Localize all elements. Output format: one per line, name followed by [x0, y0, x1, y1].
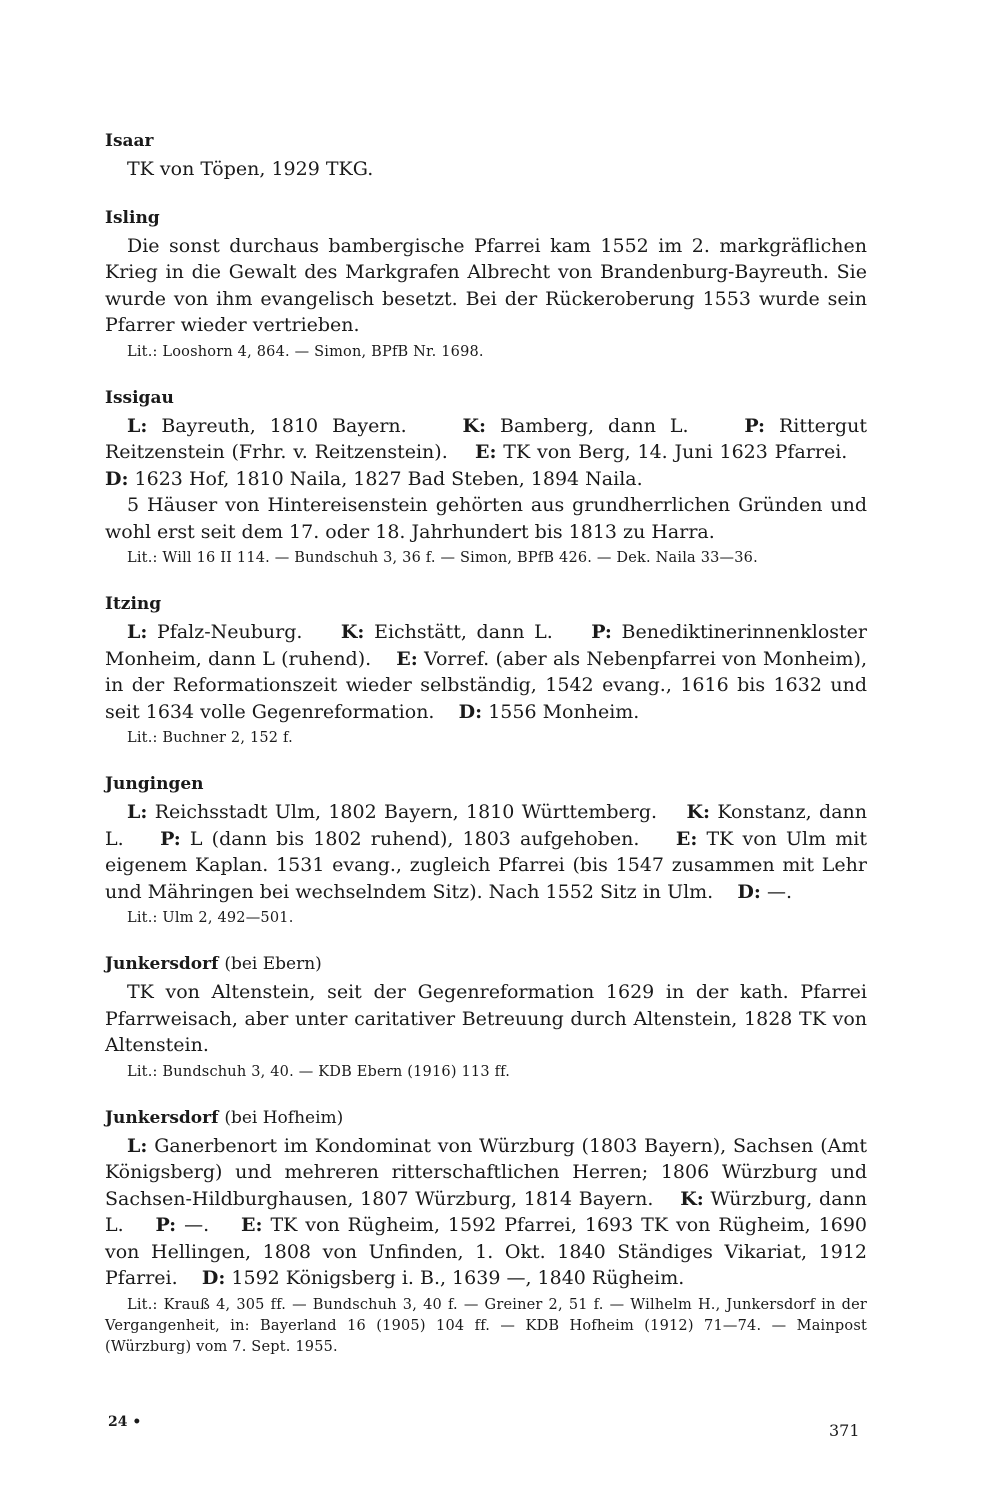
label-k: K: [462, 414, 487, 437]
entry-text: TK von Töpen, 1929 TKG. [127, 158, 374, 180]
label-p: P: [155, 1214, 177, 1236]
literature-note: Lit.: Buchner 2, 152 f. [127, 730, 293, 746]
entry-heading: Isling [105, 207, 160, 228]
entry-jungingen [105, 771, 867, 929]
label-d: D: [458, 700, 483, 723]
value-k: Konstanz, dann L. [105, 801, 867, 850]
value-k: Eichstätt, dann L. [374, 621, 553, 643]
entry-text [105, 413, 867, 493]
value-e: Vorref. (aber als Nebenpfarrei von Monheim), in der Reformationszeit wieder selbständig, 1542 evang., 1616 bis 1632 und seit 1634 volle Gegenreformation. [105, 647, 867, 723]
label-l: L: [127, 414, 148, 437]
label-l: L: [127, 621, 148, 643]
value-e: TK von Ulm mit eigenem Kaplan. 1531 evang., zugleich Pfarrei (bis 1547 zusammen mit Lehr und Mähringen bei wechselndem Sitz). Nach 1552 Sitz in Ulm. [105, 827, 867, 903]
entry-junkersdorf-ebern [105, 951, 867, 1083]
label-d: D: [105, 467, 129, 490]
entry-text: TK von Altenstein, seit der Gegenreformation 1629 in der kath. Pfarrei Pfarrweisach, aber unter caritativer Betreuung durch Altenstein, 1828 TK von Altenstein. [105, 981, 867, 1056]
literature-note: Lit.: Will 16 II 114. — Bundschuh 3, 36 f. — Simon, BPfB 426. — Dek. Naila 33—36. [127, 550, 758, 566]
value-p: Benediktinerinnenkloster Monheim, dann L (ruhend). [105, 621, 867, 670]
value-d: 1623 Hof, 1810 Naila, 1827 Bad Steben, 1894 Naila. [134, 467, 643, 490]
entry-heading [105, 951, 867, 977]
value-p: Rittergut Reitzenstein (Frhr. v. Reitzenstein). [105, 414, 867, 463]
value-k: Bamberg, dann L. [500, 414, 689, 437]
entry-isaar [105, 128, 867, 183]
value-e: TK von Rügheim, 1592 Pfarrei, 1693 TK von Rügheim, 1690 von Hellingen, 1808 von Unfinden, 1. Okt. 1840 Ständiges Vikariat, 1912 Pfarrei. [105, 1214, 868, 1289]
value-d: —. [766, 880, 792, 903]
value-d: 1556 Monheim. [488, 700, 640, 723]
value-l: Reichsstadt Ulm, 1802 Bayern, 1810 Württemberg. [154, 801, 658, 823]
label-e: E: [396, 647, 418, 670]
document-page [105, 128, 867, 1380]
entry-heading: Issigau [105, 387, 174, 408]
label-k: K: [686, 801, 710, 823]
literature-note: Lit.: Bundschuh 3, 40. — KDB Ebern (1916) 113 ff. [127, 1063, 511, 1080]
label-e: E: [474, 441, 497, 463]
entry-heading [105, 1105, 867, 1131]
page-number: 371 [829, 1421, 860, 1440]
label-l: L: [127, 1134, 148, 1157]
entry-issigau [105, 385, 867, 570]
entry-itzing [105, 591, 867, 749]
entry-heading-note: (bei Hofheim) [224, 1107, 344, 1128]
label-k: K: [340, 621, 365, 643]
label-d: D: [201, 1267, 226, 1289]
value-l: Pfalz-Neuburg. [157, 621, 303, 643]
entry-heading: Itzing [105, 594, 162, 614]
label-p: P: [744, 414, 765, 437]
entry-heading-note: (bei Ebern) [224, 954, 322, 974]
label-p: P: [591, 621, 612, 643]
label-k: K: [680, 1187, 704, 1210]
value-l: Ganerbenort im Kondominat von Würzburg (1803 Bayern), Sachsen (Amt Königsberg) und mehreren ritterschaftlichen Herren; 1806 Würzburg und Sachsen-Hildburghausen, 1807 Würzburg, 1814 Bayern. [105, 1134, 867, 1210]
entry-heading: Isaar [105, 131, 154, 151]
entry-text [105, 1133, 867, 1292]
label-d: D: [737, 880, 761, 903]
entry-heading-name: Junkersdorf [105, 1107, 219, 1128]
entry-heading-name: Junkersdorf [105, 954, 219, 974]
value-p: L (dann bis 1802 ruhend), 1803 aufgehoben. [189, 827, 640, 850]
entry-isling [105, 205, 867, 363]
entry-text [105, 619, 867, 725]
label-e: E: [241, 1214, 263, 1236]
value-d: 1592 Königsberg i. B., 1639 —, 1840 Rügheim. [231, 1267, 685, 1289]
literature-note: Lit.: Krauß 4, 305 ff. — Bundschuh 3, 40 f. — Greiner 2, 51 f. — Wilhelm H., Junkersdorf in der Vergangenheit, in: Bayerland 16 (1905) 104 ff. — KDB Hofheim (1912) 71—74. — Mainpost (Würzburg) vom 7. Sept. 1955. [105, 1296, 867, 1355]
literature-note: Lit.: Looshorn 4, 864. — Simon, BPfB Nr. 1698. [127, 343, 484, 360]
entry-text: Die sonst durchaus bambergische Pfarrei kam 1552 im 2. markgräflichen Krieg in die Gewalt des Markgrafen Albrecht von Brandenburg-Bayreuth. Sie wurde von ihm evangelisch besetzt. Bei der Rückeroberung 1553 wurde sein Pfarrer wieder vertrieben. [105, 234, 867, 336]
label-p: P: [160, 827, 181, 850]
label-e: E: [675, 827, 698, 850]
entry-text [105, 799, 867, 905]
signature-mark: 24 • [108, 1414, 142, 1430]
entry-junkersdorf-hofheim [105, 1105, 867, 1358]
entry-heading: Jungingen [105, 774, 204, 794]
literature-note: Lit.: Ulm 2, 492—501. [127, 910, 294, 926]
entry-extra-text: 5 Häuser von Hintereisenstein gehörten aus grundherrlichen Gründen und wohl erst seit dem 17. oder 18. Jahrhundert bis 1813 zu Harra. [105, 494, 867, 543]
label-l: L: [127, 801, 148, 823]
value-p: —. [184, 1214, 210, 1236]
value-e: TK von Berg, 14. Juni 1623 Pfarrei. [503, 441, 848, 463]
value-k: Würzburg, dann L. [105, 1187, 867, 1236]
value-l: Bayreuth, 1810 Bayern. [161, 414, 407, 437]
